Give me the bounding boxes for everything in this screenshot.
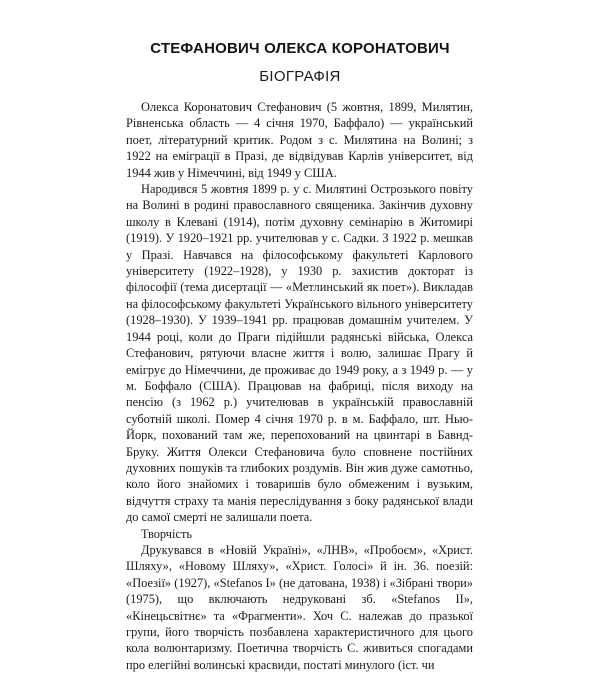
- section-subtitle: БІОГРАФІЯ: [259, 68, 341, 85]
- biography-paragraph: Народився 5 жовтня 1899 р. у с. Милятині Острозького повіту на Волині в родині православного священика. Закінчив духовну школу в Клевані (1914), потім духовну семінарію в Житомирі (1919). У 1920–1921 рр. учителював у с. Садки. З 1922 р. мешкав у Празі. Навчався на філософському факультеті Карлового університету (1922–1928), у 1930 р. захистив докторат із філософії (тема дисертації — «Метлинський як поет»). Викладав на філософському факультеті Українського вільного університету (1928–1930). У 1939–1941 рр. працював домашнім учителем. У 1944 році, коли до Праги підійшли радянські війська, Олекса Стефанович, рятуючи власне життя і волю, залишає Прагу й емігрує до Німеччини, де проживає до 1949 року, а з 1949 р. — у м. Боффало (США). Працював на фабриці, після виходу на пенсію (з 1962 р.) учителював в українській православній суботній школі. Помер 4 січня 1970 р. в м. Баффало, шт. Нью-Йорк, похований там же, перепохований на цвинтарі в Бавнд-Бруку. Життя Олекси Стефановича було сповнене постійних духовних пошуків та глибоких роздумів. Він жив дуже самотньо, коло його знайомих і товаришів було обмеженим і вузьким, відчуття страху та манія переслідування з боку радянської влади до самої смерті не залишали поета.: [126, 182, 473, 525]
- intro-paragraph: Олекса Коронатович Стефанович (5 жовтня, 1899, Милятин, Рівненська область — 4 січня 1970, Баффало) — український поет, літературний критик. Родом з с. Милятина на Волині; з 1922 на еміграції в Празі, де відвідував Карлів університет, від 1944 жив у Німеччині, від 1949 у США.: [126, 100, 473, 180]
- page-title: СТЕФАНОВИЧ ОЛЕКСА КОРОНАТОВИЧ: [150, 40, 450, 57]
- creativity-paragraph: Друкувався в «Новій Україні», «ЛНВ», «Пробоєм», «Христ. Шляху», «Новому Шляху», «Христ. Голосі» й ін. 36. поезій: «Поезії» (1927), «Stefanos I» (не датована, 1938) і «Зібрані твори» (1975), що включають недруковані зб. «Stefanos II», «Кінецьсвітнє» та «Фрагменти». Хоч С. належав до празької групи, його творчість позбавлена характеристичного для цього кола волюнтаризму. Поетична творчість С. живиться спогадами про елегійні волинські красвиди, постаті минулого (іст. чи: [126, 542, 473, 672]
- section-heading-creativity: Творчість: [141, 526, 193, 541]
- body-text: [126, 99, 473, 673]
